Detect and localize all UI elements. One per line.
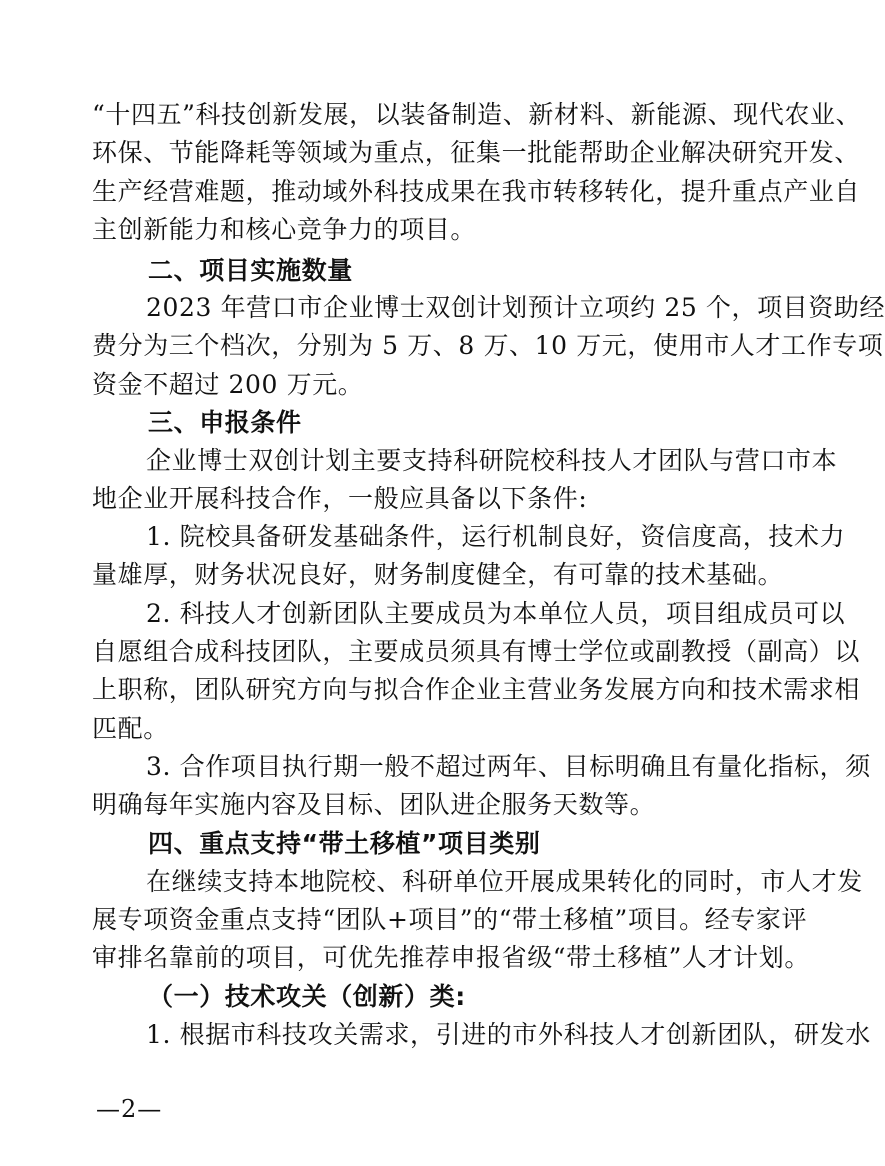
paragraph-line: 2023 年营口市企业博士双创计划预计立项约 25 个，项目资助经 (146, 293, 885, 323)
list-item-line: 1. 根据市科技攻关需求，引进的市外科技人才创新团队，研发水 (146, 1020, 871, 1049)
list-item-line: 2. 科技人才创新团队主要成员为本单位人员，项目组成员可以 (146, 598, 846, 628)
section-heading: 二、项目实施数量 (148, 255, 353, 285)
paragraph-line: “十四五”科技创新发展，以装备制造、新材料、新能源、现代农业、 (92, 100, 862, 129)
paragraph-line: 主创新能力和核心竞争力的项目。 (92, 214, 477, 244)
paragraph-line: 地企业开展科技合作，一般应具备以下条件: (92, 483, 588, 513)
page-number: —2— (96, 1095, 163, 1123)
list-item-line: 1. 院校具备研发基础条件，运行机制良好，资信度高，技术力 (146, 522, 846, 552)
paragraph-line: 环保、节能降耗等领域为重点，征集一批能帮助企业解决研究开发、 (92, 138, 861, 168)
section-heading: 三、申报条件 (148, 408, 302, 437)
subsection-heading: （一）技术攻关（创新）类: (148, 981, 466, 1011)
paragraph-line: 企业博士双创计划主要支持科研院校科技人才团队与营口市本 (146, 445, 838, 475)
paragraph-line: 审排名靠前的项目，可优先推荐申报省级“带土移植”人才计划。 (92, 943, 810, 973)
paragraph-line: 生产经营难题，推动域外科技成果在我市转移转化，提升重点产业自 (92, 176, 861, 206)
paragraph-line: 在继续支持本地院校、科研单位开展成果转化的同时，市人才发 (146, 866, 863, 896)
list-item-line: 匹配。 (92, 713, 169, 743)
list-item-line: 自愿组合成科技团队，主要成员须具有博士学位或副教授（副高）以 (92, 637, 861, 666)
list-item-line: 上职称，团队研究方向与拟合作企业主营业务发展方向和技术需求相 (92, 675, 861, 705)
section-heading: 四、重点支持“带土移植”项目类别 (148, 828, 541, 858)
list-item-line: 量雄厚，财务状况良好，财务制度健全，有可靠的技术基础。 (92, 560, 784, 590)
paragraph-line: 展专项资金重点支持“团队+项目”的“带土移植”项目。经专家评 (92, 905, 808, 935)
list-item-line: 明确每年实施内容及目标、团队进企服务天数等。 (92, 790, 656, 820)
paragraph-line: 资金不超过 200 万元。 (92, 369, 364, 399)
paragraph-line: 费分为三个档次，分别为 5 万、8 万、10 万元，使用市人才工作专项 (92, 331, 884, 361)
list-item-line: 3. 合作项目执行期一般不超过两年、目标明确且有量化指标，须 (146, 751, 871, 781)
